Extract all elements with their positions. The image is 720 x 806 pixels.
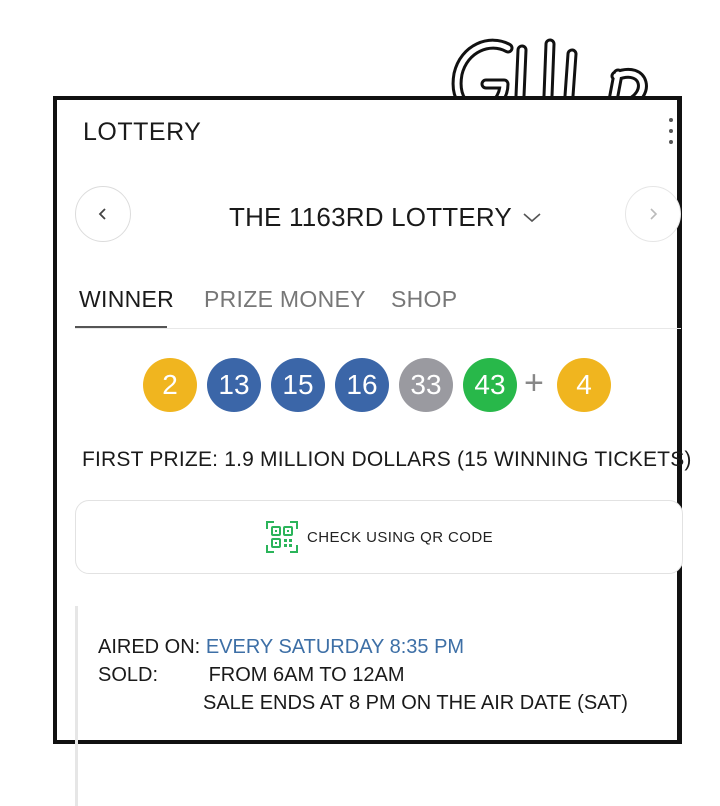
sold-row <box>98 664 405 687</box>
qr-code-icon <box>265 520 299 554</box>
sold-value: FROM 6AM TO 12AM <box>208 664 405 686</box>
first-prize-text: FIRST PRIZE: 1.9 MILLION DOLLARS (15 WINNING TICKETS) <box>82 448 692 471</box>
next-round-button[interactable] <box>625 186 681 242</box>
chevron-left-icon <box>95 206 111 222</box>
number-ball: 16 <box>335 358 389 412</box>
app-title: LOTTERY <box>83 118 202 146</box>
check-qr-code-button[interactable] <box>75 500 683 574</box>
number-ball: 43 <box>463 358 517 412</box>
active-tab-indicator <box>75 326 167 328</box>
phone-screen-panel <box>53 96 692 744</box>
chevron-right-icon <box>645 206 661 222</box>
aired-value: EVERY SATURDAY 8:35 PM <box>205 636 465 658</box>
number-ball: 13 <box>207 358 261 412</box>
number-ball: 33 <box>399 358 453 412</box>
more-options-icon[interactable] <box>667 118 675 144</box>
draw-info-card <box>75 606 698 806</box>
number-ball: 2 <box>143 358 197 412</box>
bonus-ball: 4 <box>557 358 611 412</box>
number-ball: 15 <box>271 358 325 412</box>
tab-bar <box>75 280 681 329</box>
sale-ends-text: SALE ENDS AT 8 PM ON THE AIR DATE (SAT) <box>203 692 628 714</box>
tab-prize-money[interactable]: PRIZE MONEY <box>204 286 366 312</box>
previous-round-button[interactable] <box>75 186 131 242</box>
plus-sign: + <box>524 364 544 402</box>
tab-shop[interactable]: SHOP <box>391 286 458 312</box>
round-selector[interactable] <box>229 202 542 233</box>
tab-winner[interactable]: WINNER <box>79 286 175 312</box>
sold-label: SOLD: <box>98 664 159 686</box>
round-title: THE 1163RD LOTTERY <box>229 202 512 232</box>
aired-label: AIRED ON: <box>98 636 201 658</box>
qr-button-label: CHECK USING QR CODE <box>307 528 493 546</box>
aired-row <box>98 636 464 659</box>
chevron-down-icon <box>522 212 542 224</box>
